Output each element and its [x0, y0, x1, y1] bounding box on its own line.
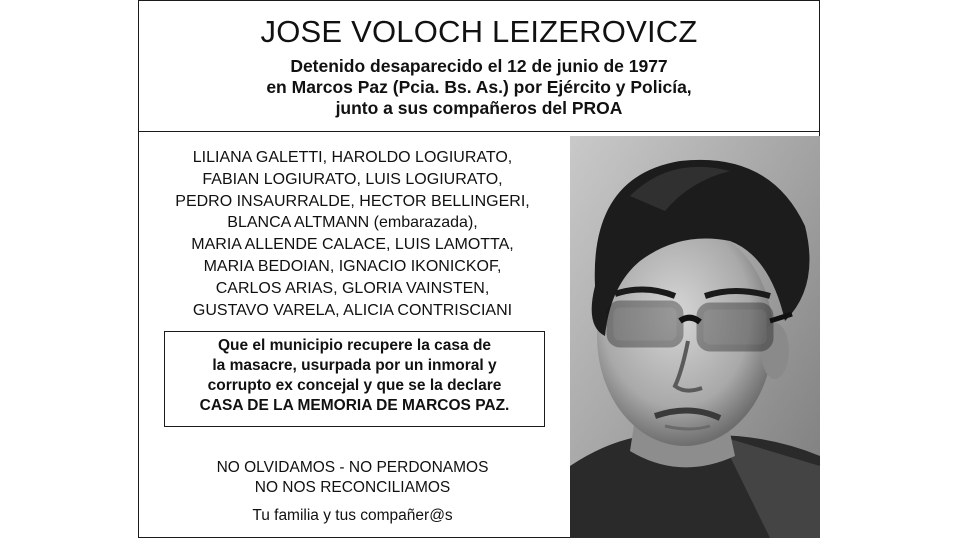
portrait-photo: [570, 136, 820, 538]
demand-line: corrupto ex concejal y que se la declare: [207, 377, 502, 394]
subtitle-line: junto a sus compañeros del PROA: [335, 98, 623, 118]
companions-list: [139, 147, 566, 321]
slogan-line: NO NOS RECONCILIAMOS: [254, 479, 451, 496]
companions-line: MARIA BEDOIAN, IGNACIO IKONICKOF,: [203, 257, 502, 275]
slogan-line: NO OLVIDAMOS - NO PERDONAMOS: [216, 459, 489, 476]
companions-line: MARIA ALLENDE CALACE, LUIS LAMOTTA,: [191, 236, 514, 254]
demand-line: Que el municipio recupere la casa de: [217, 337, 492, 354]
slogan: [139, 458, 566, 498]
companions-line: BLANCA ALTMANN (embarazada),: [227, 214, 478, 232]
companions-line: LILIANA GALETTI, HAROLDO LOGIURATO,: [192, 149, 513, 166]
companions-line: PEDRO INSAURRALDE, HECTOR BELLINGERI,: [175, 192, 530, 210]
demand-box: [164, 331, 545, 427]
subtitle-line: en Marcos Paz (Pcia. Bs. As.) por Ejército y Policía,: [266, 77, 692, 97]
person-name: JOSE VOLOCH LEIZEROVICZ: [260, 14, 698, 49]
demand-line: la masacre, usurpada por un inmoral y: [212, 357, 497, 374]
notice-subtitle: [139, 56, 819, 119]
portrait-illustration: [570, 136, 820, 538]
companions-line: GUSTAVO VARELA, ALICIA CONTRISCIANI: [192, 301, 513, 319]
signature: Tu familia y tus compañer@s: [252, 507, 453, 524]
subtitle-line: Detenido desaparecido el 12 de junio de 1977: [290, 56, 668, 76]
notice-header: [139, 1, 819, 132]
memorial-notice: [138, 0, 820, 538]
companions-line: FABIAN LOGIURATO, LUIS LOGIURATO,: [202, 170, 503, 188]
companions-line: CARLOS ARIAS, GLORIA VAINSTEN,: [215, 279, 490, 297]
demand-line: CASA DE LA MEMORIA DE MARCOS PAZ.: [199, 397, 510, 414]
